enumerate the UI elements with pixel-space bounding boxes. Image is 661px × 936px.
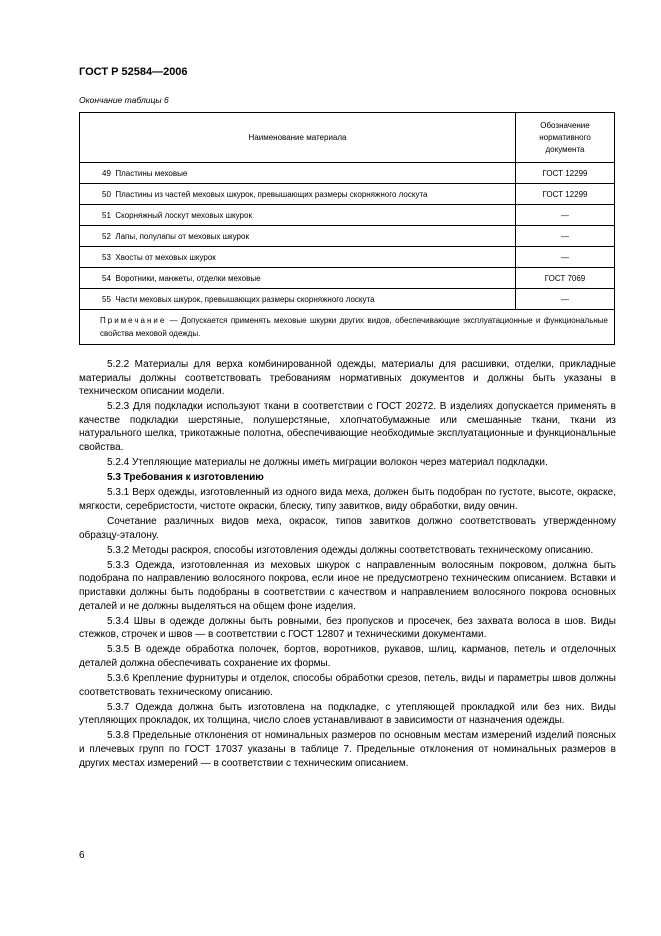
paragraph-combination: Сочетание различных видов меха, окрасок, типов завитков должно соответствовать утвержденному образцу-эталону.	[79, 516, 616, 541]
row-name: Пластины из частей меховых шкурок, превышающих размеры скорняжного лоскута	[115, 189, 428, 199]
row-number: 52	[102, 231, 111, 241]
row-name-cell	[80, 289, 516, 310]
paragraph-5-3-3: 5.3.3 Одежда, изготовленная из меховых шкурок с направленным волосяным покровом, должна быть подобрана по направлению волосяного покрова, если иное не предусмотрено техническим описанием. Вставки и приставки должны быть подобраны в соответствии с качеством и направлением волосяного покрова основных деталей и не должны выделяться на общем фоне изделия.	[79, 559, 616, 612]
note-lead: Примечание	[100, 316, 167, 325]
paragraph-5-2-4: 5.2.4 Утепляющие материалы не должны иметь миграции волокон через материал подкладки.	[107, 457, 548, 469]
row-doc: ГОСТ 12299	[516, 163, 615, 184]
row-name-cell	[80, 205, 516, 226]
table-row	[80, 247, 615, 268]
paragraph-5-3-5: 5.3.5 В одежде обработка полочек, бортов, воротников, рукавов, шлиц, карманов, петель и отделочных деталей должна обеспечивать сохранение их формы.	[79, 644, 616, 669]
table-row	[80, 184, 615, 205]
paragraph-5-3-6: 5.3.6 Крепление фурнитуры и отделок, способы обработки срезов, петель, виды и параметры швов должны соответствовать техническому описанию.	[79, 673, 616, 698]
row-name: Лапы, полулапы от меховых шкурок	[115, 231, 249, 241]
row-name: Части меховых шкурок, превышающих размеры скорняжного лоскута	[115, 294, 375, 304]
row-name-cell	[80, 226, 516, 247]
row-name: Пластины меховые	[115, 168, 188, 178]
row-name-cell	[80, 247, 516, 268]
row-doc: ГОСТ 7069	[516, 268, 615, 289]
row-name-cell	[80, 268, 516, 289]
paragraph-5-3-7: 5.3.7 Одежда должна быть изготовлена на подкладке, с утепляющей прокладкой или без них. Виды утепляющих прокладок, их толщина, число слоев устанавливают в зависимости от назначения одежды.	[79, 701, 616, 727]
table-row	[80, 289, 615, 310]
paragraph-5-3-4: 5.3.4 Швы в одежде должны быть ровными, без пропусков и просечек, без захвата волоса в шов. Виды стежков, строчек и швов — в соответствии с ГОСТ 12807 и техническими документами.	[79, 615, 616, 641]
row-number: 51	[102, 210, 111, 220]
body-text	[79, 358, 616, 772]
table-row	[80, 226, 615, 247]
row-name-cell	[80, 184, 516, 205]
row-number: 55	[102, 294, 111, 304]
row-doc: —	[516, 226, 615, 247]
subsection-heading-5-3: 5.3 Требования к изготовлению	[107, 472, 264, 484]
page-number: 6	[79, 850, 85, 861]
paragraph-5-2-3: 5.2.3 Для подкладки используют ткани в соответствии с ГОСТ 20272. В изделиях допускается применять в качестве подкладки шерстяные, полушерстяные, хлопчатобумажные или смешанные ткани, ткани из натурального шелка, трикотажные полотна, обеспечивающие необходимые эксплуатационные и функциональные свойства.	[79, 401, 616, 454]
table-caption: Окончание таблицы 6	[79, 95, 169, 105]
document-header: ГОСТ Р 52584—2006	[79, 66, 188, 78]
paragraph-5-2-2: 5.2.2 Материалы для верха комбинированной одежды, материалы для расшивки, отделки, прикладные материалы должны соответствовать требованиям нормативных документов и должны быть указаны в техническом описании модели.	[79, 359, 616, 398]
row-doc: ГОСТ 12299	[516, 184, 615, 205]
row-number: 53	[102, 252, 111, 262]
row-name: Хвосты от меховых шкурок	[115, 252, 216, 262]
column-header-name: Наименование материала	[80, 113, 516, 163]
table-note	[80, 310, 615, 345]
materials-table	[79, 112, 615, 345]
table-note-row	[80, 310, 615, 345]
column-header-doc: Обозначение нормативного документа	[516, 113, 615, 163]
note-text: — Допускается применять меховые шкурки других видов, обеспечивающие эксплуатационные и функциональные свойства меховой одежды.	[100, 316, 608, 338]
table-row	[80, 163, 615, 184]
paragraph-5-3-1: 5.3.1 Верх одежды, изготовленный из одного вида меха, должен быть подобран по густоте, высоте, окраске, мягкости, серебристости, чистоте окраски, блеску, типу завитков, виду обработки, виду овчин.	[79, 487, 616, 512]
row-number: 50	[102, 189, 111, 199]
table-row	[80, 268, 615, 289]
table-header-row	[80, 113, 615, 163]
row-number: 49	[102, 168, 111, 178]
row-doc: —	[516, 289, 615, 310]
paragraph-5-3-8: 5.3.8 Предельные отклонения от номинальных размеров по основным местам измерений изделий поясных и плечевых групп по ГОСТ 17037 указаны в таблице 7. Предельные отклонения от номинальных размеров в других местах измерений — в соответствии с техническим описанием.	[79, 730, 616, 769]
row-name: Воротники, манжеты, отделки меховые	[115, 273, 261, 283]
row-name-cell	[80, 163, 516, 184]
paragraph-5-3-2: 5.3.2 Методы раскроя, способы изготовления одежды должны соответствовать техническому описанию.	[107, 544, 594, 556]
table-row	[80, 205, 615, 226]
row-doc: —	[516, 205, 615, 226]
row-number: 54	[102, 273, 111, 283]
row-doc: —	[516, 247, 615, 268]
row-name: Скорняжный лоскут меховых шкурок	[115, 210, 252, 220]
